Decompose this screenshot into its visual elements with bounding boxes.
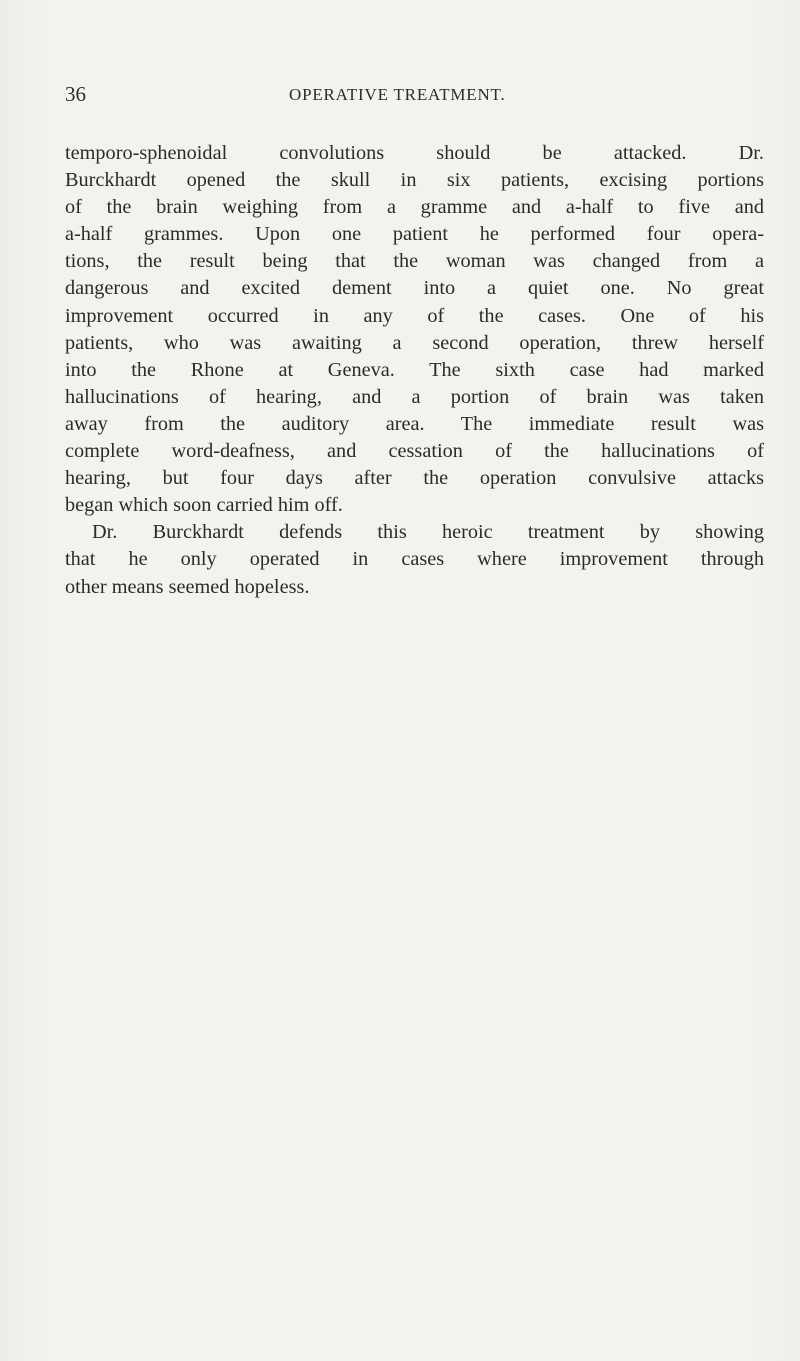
text-line: tions, the result being that the woman was changed from a [65, 250, 764, 273]
paragraph-2 [65, 519, 764, 600]
text-line: Dr. Burckhardt defends this heroic treatment by showing [92, 521, 764, 544]
text-line: hearing, but four days after the operation convulsive attacks [65, 467, 764, 490]
text-line: other means seemed hopeless. [65, 575, 310, 598]
text-line: improvement occurred in any of the cases. One of his [65, 304, 764, 327]
text-line: dangerous and excited dement into a quiet one. No great [65, 277, 764, 300]
text-line: patients, who was awaiting a second operation, threw herself [65, 331, 764, 354]
text-line: complete word-deafness, and cessation of the hallucinations of [65, 440, 764, 463]
page-header [65, 82, 735, 112]
page-number: 36 [65, 82, 86, 106]
text-line: hallucinations of hearing, and a portion of brain was taken [65, 385, 764, 408]
body-text [65, 140, 764, 601]
text-line: Burckhardt opened the skull in six patients, excising portions [65, 169, 764, 192]
text-line: that he only operated in cases where improvement through [65, 548, 764, 571]
text-line: of the brain weighing from a gramme and a-half to five and [65, 196, 764, 219]
text-line: a-half grammes. Upon one patient he performed four opera- [65, 223, 764, 246]
running-head: OPERATIVE TREATMENT. [289, 85, 506, 104]
text-line: into the Rhone at Geneva. The sixth case had marked [65, 358, 764, 381]
text-line: away from the auditory area. The immediate result was [65, 412, 764, 435]
text-line: began which soon carried him off. [65, 494, 343, 517]
paragraph-1 [65, 140, 764, 519]
text-line: temporo-sphenoidal convolutions should be attacked. Dr. [65, 142, 764, 164]
